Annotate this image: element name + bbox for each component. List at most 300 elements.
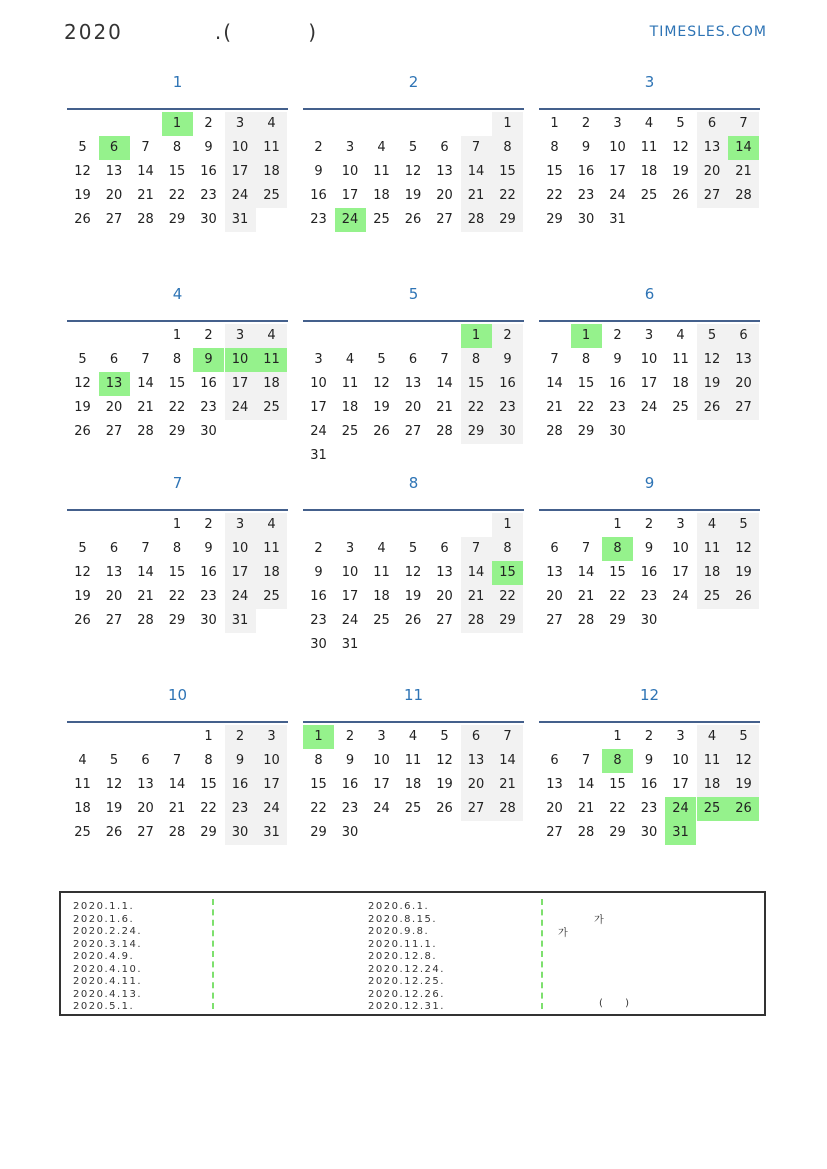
day-cell: 25 [697,797,728,821]
day-cell: 19 [404,589,422,604]
day-cell: 24 [225,184,256,208]
day-cell: 28 [461,609,492,633]
week-row [539,773,760,797]
week-row [539,208,760,232]
day-cell: 5 [408,541,418,556]
day-cell: 22 [546,188,563,203]
day-cell: 11 [373,565,390,580]
day-cell: 31 [341,637,359,652]
day-cell: 17 [341,188,359,203]
day-cell: 12 [697,348,728,372]
day-cell: 6 [141,753,150,768]
day-cell: 6 [99,136,130,160]
day-cell: 25 [256,396,287,420]
month-days [303,725,524,845]
day-cell: 31 [665,821,696,845]
day-cell: 25 [640,188,658,203]
day-cell: 27 [137,825,154,840]
day-cell: 18 [373,589,390,604]
day-cell: 6 [109,352,119,367]
day-cell: 27 [436,212,453,227]
day-cell: 1 [492,513,523,537]
day-cell: 17 [225,160,256,184]
month-days [67,725,288,845]
day-cell: 28 [728,184,759,208]
day-cell: 9 [193,348,224,372]
day-cell: 21 [461,585,492,609]
day-cell: 3 [676,517,685,532]
day-cell: 11 [341,376,359,391]
month-rule [303,509,524,511]
day-cell: 15 [168,164,186,179]
week-row [303,821,524,845]
week-row [303,136,524,160]
day-cell: 30 [577,212,595,227]
day-cell: 29 [492,609,523,633]
day-cell: 5 [728,725,759,749]
day-cell: 16 [577,164,595,179]
day-cell: 20 [404,400,422,415]
day-cell: 19 [373,400,390,415]
day-cell: 29 [168,212,186,227]
month-rule [67,108,288,110]
day-cell: 28 [137,424,154,439]
day-cell: 26 [404,212,422,227]
day-cell: 12 [404,565,422,580]
week-row [539,821,760,845]
day-cell: 8 [204,753,213,768]
day-cell: 29 [546,212,563,227]
day-cell: 17 [609,164,626,179]
day-cell: 19 [74,589,91,604]
month-name: 3 [644,73,655,91]
day-cell: 25 [697,585,728,609]
day-cell: 12 [74,164,91,179]
day-cell: 28 [137,613,154,628]
note-text: 가 [558,928,568,939]
day-cell: 22 [492,585,523,609]
month-days [303,324,524,468]
day-cell: 5 [377,352,386,367]
week-row [67,773,288,797]
day-cell: 12 [404,164,422,179]
day-cell: 17 [341,589,359,604]
week-row [67,136,288,160]
day-cell: 17 [256,773,287,797]
day-cell: 20 [105,400,123,415]
day-cell: 5 [676,116,685,131]
day-cell: 9 [225,749,256,773]
day-cell: 18 [697,773,728,797]
day-cell: 3 [644,328,654,343]
day-cell: 13 [137,777,154,792]
week-row [539,348,760,372]
day-cell: 2 [314,541,323,556]
day-cell: 6 [697,112,728,136]
day-cell: 3 [225,112,256,136]
month-rule [539,320,760,322]
day-cell: 20 [546,801,563,816]
holiday-date: 2020.1.1. [73,901,135,912]
day-cell: 7 [141,352,150,367]
week-row [67,208,288,232]
day-cell: 4 [676,328,685,343]
day-cell: 11 [640,140,658,155]
day-cell: 28 [577,825,595,840]
day-cell: 2 [204,116,213,131]
day-cell: 27 [697,184,728,208]
day-cell: 15 [492,561,523,585]
day-cell: 11 [74,777,91,792]
day-cell: 4 [697,725,728,749]
day-cell: 2 [644,517,654,532]
week-row [539,725,760,749]
day-cell: 14 [546,376,563,391]
holiday-date: 2020.5.1. [73,1001,135,1012]
day-cell: 13 [404,376,422,391]
week-row [303,208,524,232]
day-cell: 29 [461,420,492,444]
day-cell: 30 [640,613,658,628]
day-cell: 23 [200,400,217,415]
day-cell: 17 [640,376,658,391]
day-cell: 11 [373,164,390,179]
holiday-date: 2020.12.24. [368,963,445,975]
day-cell: 17 [225,561,256,585]
holiday-date: 2020.12.26. [368,988,445,1000]
week-row [67,324,288,348]
day-cell: 20 [137,801,154,816]
week-row [539,160,760,184]
day-cell: 6 [408,352,418,367]
day-cell: 22 [577,400,595,415]
day-cell: 19 [728,773,759,797]
day-cell: 4 [377,541,386,556]
week-row [303,537,524,561]
day-cell: 9 [314,164,323,179]
day-cell: 2 [345,729,355,744]
day-cell: 2 [314,140,323,155]
day-cell: 1 [571,324,602,348]
day-cell: 5 [109,753,119,768]
day-cell: 5 [78,140,87,155]
day-cell: 7 [581,753,591,768]
day-cell: 21 [436,400,453,415]
day-cell: 21 [492,773,523,797]
day-cell: 9 [644,753,654,768]
week-row [67,725,288,749]
day-cell: 29 [577,424,595,439]
month-rule [67,721,288,723]
day-cell: 9 [581,140,591,155]
day-cell: 29 [310,825,327,840]
day-cell: 16 [492,372,523,396]
day-cell: 20 [728,372,759,396]
day-cell: 23 [225,797,256,821]
day-cell: 10 [341,565,359,580]
week-row [539,324,760,348]
day-cell: 15 [609,565,626,580]
month-days [539,513,760,633]
day-cell: 13 [546,565,563,580]
day-cell: 14 [137,565,154,580]
day-cell: 3 [225,324,256,348]
day-cell: 20 [697,160,728,184]
day-cell: 8 [550,140,559,155]
holiday-date: 2020.8.15. [368,913,438,925]
day-cell: 26 [373,424,390,439]
day-cell: 26 [697,396,728,420]
week-row [67,160,288,184]
day-cell: 22 [609,589,626,604]
day-cell: 28 [137,212,154,227]
day-cell: 25 [74,825,91,840]
day-cell: 5 [78,352,87,367]
day-cell: 8 [461,348,492,372]
day-cell: 1 [492,112,523,136]
day-cell: 3 [314,352,323,367]
day-cell: 30 [200,212,217,227]
week-row [539,372,760,396]
holiday-date: 2020.12.8. [368,951,438,962]
day-cell: 11 [256,348,287,372]
day-cell: 10 [640,352,658,367]
week-row [539,184,760,208]
day-cell: 17 [672,565,689,580]
day-cell: 17 [672,777,689,792]
day-cell: 3 [613,116,622,131]
day-cell: 1 [550,116,559,131]
day-cell: 29 [609,613,626,628]
day-cell: 31 [609,212,626,227]
day-cell: 26 [74,212,91,227]
day-cell: 22 [609,801,626,816]
day-cell: 24 [373,801,390,816]
day-cell: 16 [310,589,327,604]
day-cell: 31 [225,208,256,232]
day-cell: 23 [310,212,327,227]
day-cell: 25 [373,212,390,227]
day-cell: 22 [200,801,217,816]
day-cell: 7 [492,725,523,749]
day-cell: 16 [310,188,327,203]
holiday-date: 2020.4.10. [73,963,143,975]
day-cell: 7 [141,541,150,556]
day-cell: 15 [200,777,217,792]
day-cell: 19 [74,400,91,415]
day-cell: 15 [168,565,186,580]
day-cell: 18 [256,372,287,396]
week-row [67,821,288,845]
day-cell: 24 [310,424,327,439]
week-row [303,609,524,633]
day-cell: 28 [492,797,523,821]
month-days [67,112,288,232]
day-cell: 12 [728,537,759,561]
week-row [67,609,288,633]
day-cell: 30 [225,821,256,845]
holiday-date: 2020.4.13. [73,988,143,1000]
day-cell: 2 [581,116,591,131]
day-cell: 25 [256,184,287,208]
week-row [303,585,524,609]
holiday-date: 2020.12.31. [368,1001,445,1012]
day-cell: 19 [672,164,689,179]
day-cell: 15 [168,376,186,391]
day-cell: 22 [310,801,327,816]
day-cell: 9 [345,753,355,768]
day-cell: 10 [310,376,327,391]
day-cell: 17 [310,400,327,415]
week-row [539,420,760,444]
day-cell: 23 [640,801,658,816]
day-cell: 1 [172,517,182,532]
day-cell: 3 [377,729,386,744]
day-cell: 23 [341,801,359,816]
day-cell: 2 [225,725,256,749]
day-cell: 23 [200,188,217,203]
holiday-list-left [73,901,142,1014]
day-cell: 21 [728,160,759,184]
day-cell: 1 [613,729,622,744]
day-cell: 11 [697,537,728,561]
day-cell: 9 [204,140,213,155]
day-cell: 26 [728,585,759,609]
day-cell: 19 [105,801,123,816]
week-row [303,112,524,136]
day-cell: 15 [609,777,626,792]
day-cell: 7 [141,140,150,155]
month-rule [67,320,288,322]
day-cell: 1 [162,112,193,136]
day-cell: 5 [697,324,728,348]
day-cell: 7 [440,352,449,367]
day-cell: 26 [105,825,123,840]
day-cell: 9 [492,348,523,372]
day-cell: 3 [345,541,355,556]
day-cell: 25 [256,585,287,609]
month-name: 6 [644,285,655,303]
day-cell: 3 [676,729,685,744]
day-cell: 30 [341,825,359,840]
page-title: 2020 .( ) [64,20,319,44]
day-cell: 24 [256,797,287,821]
day-cell: 27 [105,613,123,628]
month-days [539,725,760,845]
day-cell: 8 [492,537,523,561]
day-cell: 6 [440,541,449,556]
day-cell: 5 [440,729,449,744]
day-cell: 13 [546,777,563,792]
day-cell: 21 [577,801,595,816]
day-cell: 13 [461,749,492,773]
day-cell: 16 [609,376,626,391]
day-cell: 6 [550,541,559,556]
day-cell: 7 [728,112,759,136]
day-cell: 8 [492,136,523,160]
day-cell: 16 [200,565,217,580]
day-cell: 4 [256,112,287,136]
week-row [67,797,288,821]
month-rule [539,509,760,511]
divider [212,899,214,1009]
day-cell: 6 [728,324,759,348]
site-logo[interactable]: TIMESLES.COM [649,24,767,40]
day-cell: 27 [546,613,563,628]
day-cell: 21 [546,400,563,415]
day-cell: 27 [728,396,759,420]
day-cell: 16 [200,164,217,179]
week-row [303,324,524,348]
day-cell: 28 [168,825,186,840]
day-cell: 14 [492,749,523,773]
day-cell: 10 [609,140,626,155]
day-cell: 18 [256,160,287,184]
week-row [539,797,760,821]
day-cell: 4 [644,116,654,131]
day-cell: 6 [109,541,119,556]
day-cell: 12 [672,140,689,155]
day-cell: 15 [310,777,327,792]
week-row [67,749,288,773]
month-days [303,513,524,657]
day-cell: 30 [640,825,658,840]
day-cell: 6 [461,725,492,749]
day-cell: 11 [672,352,689,367]
week-row [539,585,760,609]
day-cell: 13 [436,565,453,580]
day-cell: 12 [74,376,91,391]
day-cell: 18 [256,561,287,585]
month-days [303,112,524,232]
day-cell: 14 [137,376,154,391]
day-cell: 3 [345,140,355,155]
week-row [303,372,524,396]
day-cell: 10 [373,753,390,768]
day-cell: 29 [168,424,186,439]
day-cell: 23 [577,188,595,203]
day-cell: 24 [665,797,696,821]
day-cell: 24 [225,396,256,420]
day-cell: 2 [644,729,654,744]
month-name: 8 [408,474,419,492]
day-cell: 20 [436,589,453,604]
month-name: 9 [644,474,655,492]
day-cell: 20 [461,773,492,797]
day-cell: 8 [314,753,323,768]
day-cell: 9 [644,541,654,556]
day-cell: 12 [105,777,123,792]
month-rule [539,108,760,110]
day-cell: 24 [225,585,256,609]
day-cell: 6 [550,753,559,768]
day-cell: 10 [341,164,359,179]
week-row [303,725,524,749]
month-rule [303,721,524,723]
day-cell: 1 [172,328,182,343]
day-cell: 14 [577,565,595,580]
day-cell: 22 [492,184,523,208]
day-cell: 15 [546,164,563,179]
day-cell: 27 [105,212,123,227]
week-row [67,561,288,585]
day-cell: 14 [168,777,186,792]
day-cell: 20 [436,188,453,203]
day-cell: 7 [461,537,492,561]
day-cell: 19 [404,188,422,203]
day-cell: 14 [137,164,154,179]
day-cell: 13 [697,136,728,160]
